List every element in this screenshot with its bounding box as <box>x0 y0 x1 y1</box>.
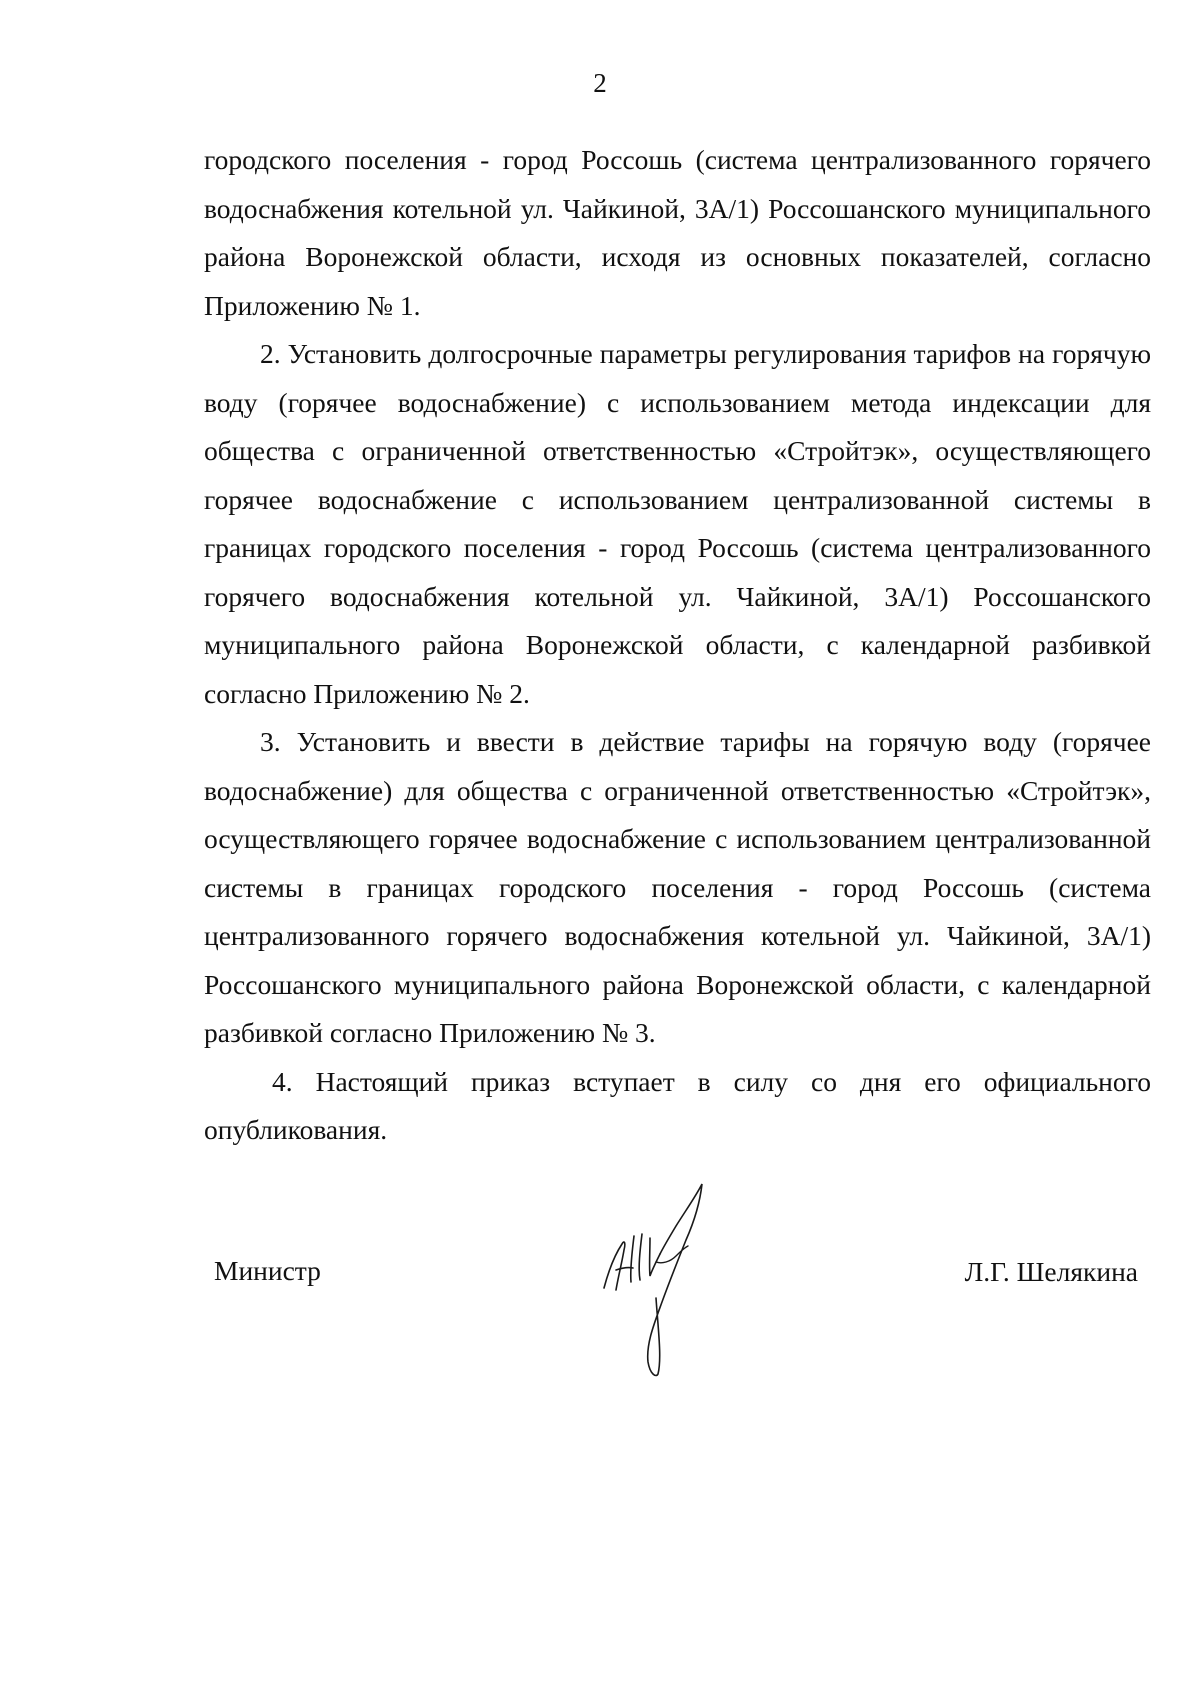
signer-title: Министр <box>214 1255 321 1286</box>
paragraph-item-4: 4. Настоящий приказ вступает в силу со дня его официального опубликования. <box>204 1065 1151 1145</box>
paragraph-continuation: городского поселения - город Россошь (система централизованного горячего водоснабжения котельной ул. Чайкиной, 3А/1) Россошанского муниципального района Воронежской области, исходя из основных показателей, согласно Приложению № 1. <box>204 144 1151 321</box>
signer-name: Л.Г. Шелякина <box>964 1256 1138 1287</box>
paragraph-item-3: 3. Установить и ввести в действие тарифы на горячую воду (горячее водоснабжение) для общества с ограниченной ответственностью «Стройтэк», осуществляющего горячее водоснабжение с использованием централизованной системы в границах городского поселения - город Россошь (система централизованного горячего водоснабжения котельной ул. Чайкиной, 3А/1) Россошанского муниципального района Воронежской области, с календарной разбивкой согласно Приложению № 3. <box>204 726 1151 1048</box>
document-body <box>204 136 1151 1155</box>
handwritten-signature <box>600 1178 750 1383</box>
page-number: 2 <box>593 68 607 98</box>
paragraph-item-2: 2. Установить долгосрочные параметры регулирования тарифов на горячую воду (горячее водоснабжение) с использованием метода индексации для общества с ограниченной ответственностью «Стройтэк», осуществляющего горячее водоснабжение с использованием централизованной системы в границах городского поселения - город Россошь (система централизованного горячего водоснабжения котельной ул. Чайкиной, 3А/1) Россошанского муниципального района Воронежской области, с календарной разбивкой согласно Приложению № 2. <box>204 338 1151 709</box>
